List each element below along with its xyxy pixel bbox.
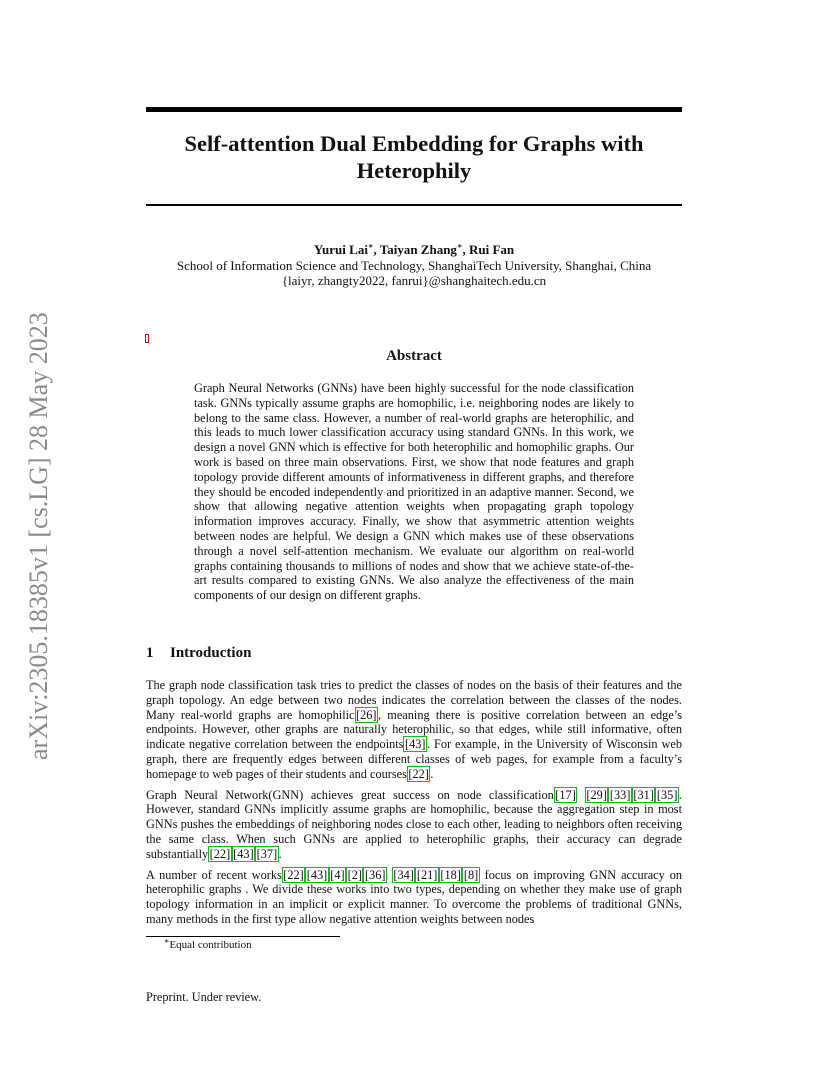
author-1: Yurui Lai bbox=[313, 242, 368, 257]
paragraph-text: . bbox=[430, 766, 434, 781]
citation-link[interactable]: [2] bbox=[347, 867, 362, 882]
citation-link[interactable]: [34] bbox=[393, 867, 414, 882]
equal-contribution-mark: ∗ bbox=[456, 241, 463, 251]
introduction-body bbox=[146, 678, 682, 933]
section-title: Introduction bbox=[170, 645, 252, 661]
citation-link[interactable]: [33] bbox=[609, 787, 631, 802]
citation-link[interactable]: [17] bbox=[555, 787, 576, 802]
citation-link[interactable]: [26] bbox=[356, 707, 377, 722]
citation-link[interactable]: [29] bbox=[586, 787, 607, 802]
citation-link[interactable]: [22] bbox=[283, 867, 304, 882]
title-top-rule bbox=[146, 107, 682, 112]
paper-title: Self-attention Dual Embedding for Graphs with Heterophily bbox=[184, 131, 644, 183]
email: {laiyr, zhangty2022, fanrui}@shanghaitech.edu.cn bbox=[281, 273, 547, 288]
abstract-text: Graph Neural Networks (GNNs) have been highly successful for the node classification task. GNNs typically assume graphs are homophilic, i.e. neighboring nodes are likely to belong to the same class. However, a number of real-world graphs are heterophilic, and this leads to much lower classification accuracy using standard GNNs. In this work, we design a novel GNN which is effective for both heterophilic and homophilic graphs. Our work is based on three main observations. First, we show that node features and graph topology provide different amounts of informativeness in different graphs, and therefore they should be encoded independently and prioritized in an adaptive manner. Second, we show that allowing negative attention weights when propagating graph topology information improves accuracy. Finally, we show that asymmetric attention weights between nodes are helpful. We design a GNN which makes use of these observations through a novel self-attention mechanism. We evaluate our algorithm on real-world graphs containing thousands to millions of nodes and show that we achieve state-of-the-art results compared to existing GNNs. We also analyze the effectiveness of the main components of our design on different graphs. bbox=[194, 381, 634, 603]
footnote-mark: ∗ bbox=[164, 936, 170, 946]
section-heading bbox=[146, 645, 251, 662]
footnote bbox=[164, 936, 252, 951]
paragraph-text: The graph node classification task tries to predict the classes of nodes on the basis of their features and the graph topology. An edge between two nodes indicates the correlation between the classes of the nodes. Many real-world graphs are homophilic bbox=[146, 678, 682, 722]
citation-link[interactable]: [4] bbox=[330, 867, 345, 882]
affiliation: School of Information Science and Technology, ShanghaiTech University, Shanghai, China bbox=[176, 257, 652, 273]
footnote-rule bbox=[146, 936, 340, 937]
paragraph-1 bbox=[146, 678, 682, 782]
footnote-text: Equal contribution bbox=[169, 939, 252, 951]
paragraph-2 bbox=[146, 788, 682, 862]
abstract-heading: Abstract bbox=[386, 348, 442, 364]
citation-link[interactable]: [43] bbox=[306, 867, 328, 882]
preprint-notice: Preprint. Under review. bbox=[146, 990, 262, 1004]
paragraph-text: , meaning there is positive correlation between an edge’s endpoints. However, other graphs are naturally heterophilic, so that edges, while still informative, often indicate negative correlation between the endpoints bbox=[146, 707, 682, 752]
author-block bbox=[146, 242, 682, 289]
citation-link[interactable]: [22] bbox=[209, 846, 231, 861]
paragraph-text: . However, standard GNNs implicitly assume graphs are homophilic, because the aggregation step in most GNNs pushes the embeddings of neighboring nodes close to each other, leading to neighbors often receiving the same class. When such GNNs are applied to heterophilic graphs, their accuracy can degrade substantially bbox=[146, 787, 682, 861]
paragraph-text: Graph Neural Network(GNN) achieves great success on node classification bbox=[146, 787, 554, 802]
citation-link[interactable]: [31] bbox=[633, 787, 654, 802]
author-2: Taiyan Zhang bbox=[379, 242, 457, 257]
citation-link[interactable]: [35] bbox=[656, 787, 678, 802]
paragraph-text: focus on improving GNN accuracy on heterophilic graphs . We divide these works into two types, depending on whether they make use of graph topology information in an implicit or explicit manner. To overcome the problems of traditional GNNs, many methods in the first type allow negative attention weights between nodes bbox=[146, 867, 682, 926]
paragraph-text: . For example, in the University of Wisconsin web graph, there are frequently edges between different classes of web pages, for example from a faculty’s homepage to web pages of their students and courses bbox=[146, 737, 682, 781]
citation-link[interactable]: [37] bbox=[256, 846, 278, 861]
link-box-marker bbox=[145, 334, 149, 343]
citation-link[interactable]: [43] bbox=[404, 737, 426, 752]
author-3: Rui Fan bbox=[468, 242, 515, 257]
citation-link[interactable]: [22] bbox=[408, 766, 429, 781]
citation-link[interactable]: [43] bbox=[233, 846, 254, 861]
paragraph-text: A number of recent works bbox=[146, 867, 282, 882]
equal-contribution-mark: ∗ bbox=[367, 241, 374, 251]
citation-link[interactable]: [21] bbox=[416, 867, 438, 882]
arxiv-watermark: arXiv:2305.18385v1 [cs.LG] 28 May 2023 bbox=[24, 312, 53, 760]
citation-link[interactable]: [8] bbox=[463, 867, 479, 882]
section-number: 1 bbox=[146, 645, 154, 661]
citation-link[interactable]: [36] bbox=[364, 867, 386, 882]
citation-link[interactable]: [18] bbox=[440, 867, 461, 882]
paragraph-3 bbox=[146, 868, 682, 927]
paragraph-text: . bbox=[278, 846, 282, 861]
title-bottom-rule bbox=[146, 204, 682, 206]
author-names: Yurui Lai∗, Taiyan Zhang∗, Rui Fan bbox=[313, 241, 515, 257]
